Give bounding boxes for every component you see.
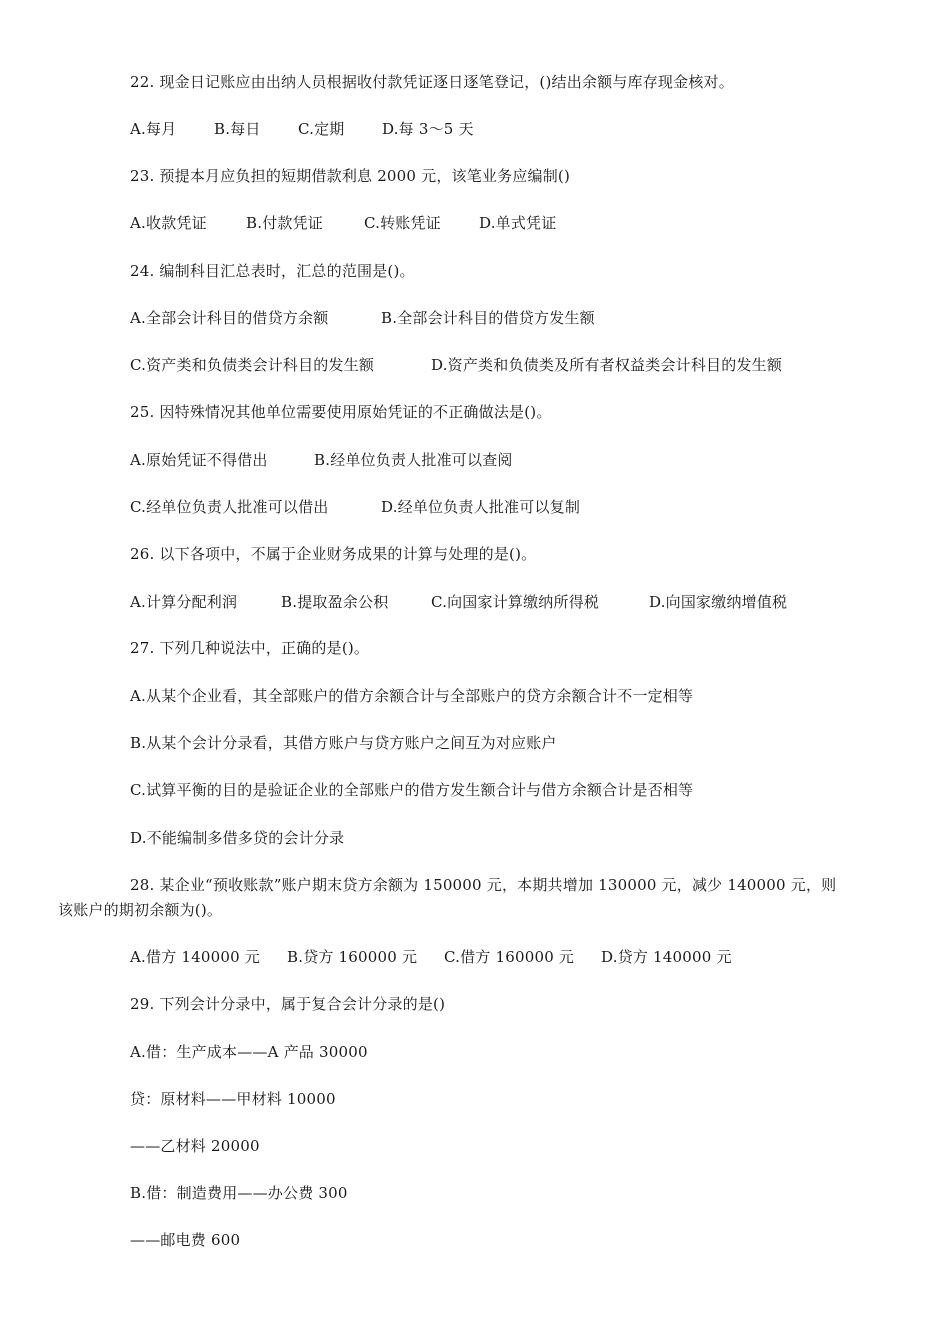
question-27-option-d: D.不能编制多借多贷的会计分录 [130,829,345,847]
question-28-stem-line1: 28. 某企业“预收账款”账户期末贷方余额为 150000 元，本期共增加 130000 元，减少 140000 元，则 [130,876,837,894]
option-c: C.资产类和负债类会计科目的发生额 [130,356,375,374]
option-c: C.借方 160000 元 [444,948,575,966]
question-23-options [130,213,556,233]
question-29-line-1: A.借：生产成本——A 产品 30000 [130,1043,368,1061]
option-c: C.经单位负责人批准可以借出 [130,498,329,516]
option-d: D.每 3～5 天 [382,120,474,138]
question-27-option-c: C.试算平衡的目的是验证企业的全部账户的借方发生额合计与借方余额合计是否相等 [130,781,694,799]
option-b: B.每日 [214,120,261,138]
option-a: A.收款凭证 [130,214,207,232]
question-24-options-row1 [130,308,595,328]
question-24-stem: 24. 编制科目汇总表时，汇总的范围是()。 [130,262,415,280]
question-27-option-a: A.从某个企业看，其全部账户的借方余额合计与全部账户的贷方余额合计不一定相等 [130,687,694,705]
question-26-stem: 26. 以下各项中，不属于企业财务成果的计算与处理的是()。 [130,545,537,563]
option-d: D.贷方 140000 元 [601,948,732,966]
option-d: D.经单位负责人批准可以复制 [381,498,581,516]
option-a: A.全部会计科目的借贷方余额 [130,309,329,327]
question-29-line-5: ——邮电费 600 [130,1231,241,1249]
question-29-stem: 29. 下列会计分录中，属于复合会计分录的是() [130,995,446,1013]
option-d: D.向国家缴纳增值税 [649,593,788,611]
question-29-line-4: B.借：制造费用——办公费 300 [130,1184,348,1202]
option-b: B.全部会计科目的借贷方发生额 [381,309,595,327]
option-d: D.资产类和负债类及所有者权益类会计科目的发生额 [431,356,783,374]
option-b: B.提取盈余公积 [281,593,389,611]
question-22-options [130,119,474,139]
option-a: A.借方 140000 元 [130,948,260,966]
question-24-options-row2 [130,355,782,375]
option-a: A.原始凭证不得借出 [130,451,268,469]
option-c: C.向国家计算缴纳所得税 [431,593,600,611]
question-27-option-b: B.从某个会计分录看，其借方账户与贷方账户之间互为对应账户 [130,734,557,752]
option-d: D.单式凭证 [479,214,557,232]
question-25-options-row2 [130,497,580,517]
question-26-options [130,592,787,612]
option-b: B.经单位负责人批准可以查阅 [314,451,513,469]
question-23-stem: 23. 预提本月应负担的短期借款利息 2000 元，该笔业务应编制() [130,167,571,185]
option-b: B.贷方 160000 元 [287,948,418,966]
option-a: A.计算分配利润 [130,593,238,611]
question-27-stem: 27. 下列几种说法中，正确的是()。 [130,639,370,657]
option-b: B.付款凭证 [246,214,323,232]
option-a: A.每月 [130,120,177,138]
option-c: C.转账凭证 [364,214,441,232]
question-28-options [130,947,732,967]
question-29-line-3: ——乙材料 20000 [130,1137,260,1155]
option-c: C.定期 [298,120,345,138]
question-28-stem-line2: 该账户的期初余额为()。 [58,901,223,919]
question-25-stem: 25. 因特殊情况其他单位需要使用原始凭证的不正确做法是()。 [130,403,552,421]
question-29-line-2: 贷：原材料——甲材料 10000 [130,1090,336,1108]
question-25-options-row1 [130,450,513,470]
question-22-stem: 22. 现金日记账应由出纳人员根据收付款凭证逐日逐笔登记，()结出余额与库存现金核对。 [130,73,734,91]
